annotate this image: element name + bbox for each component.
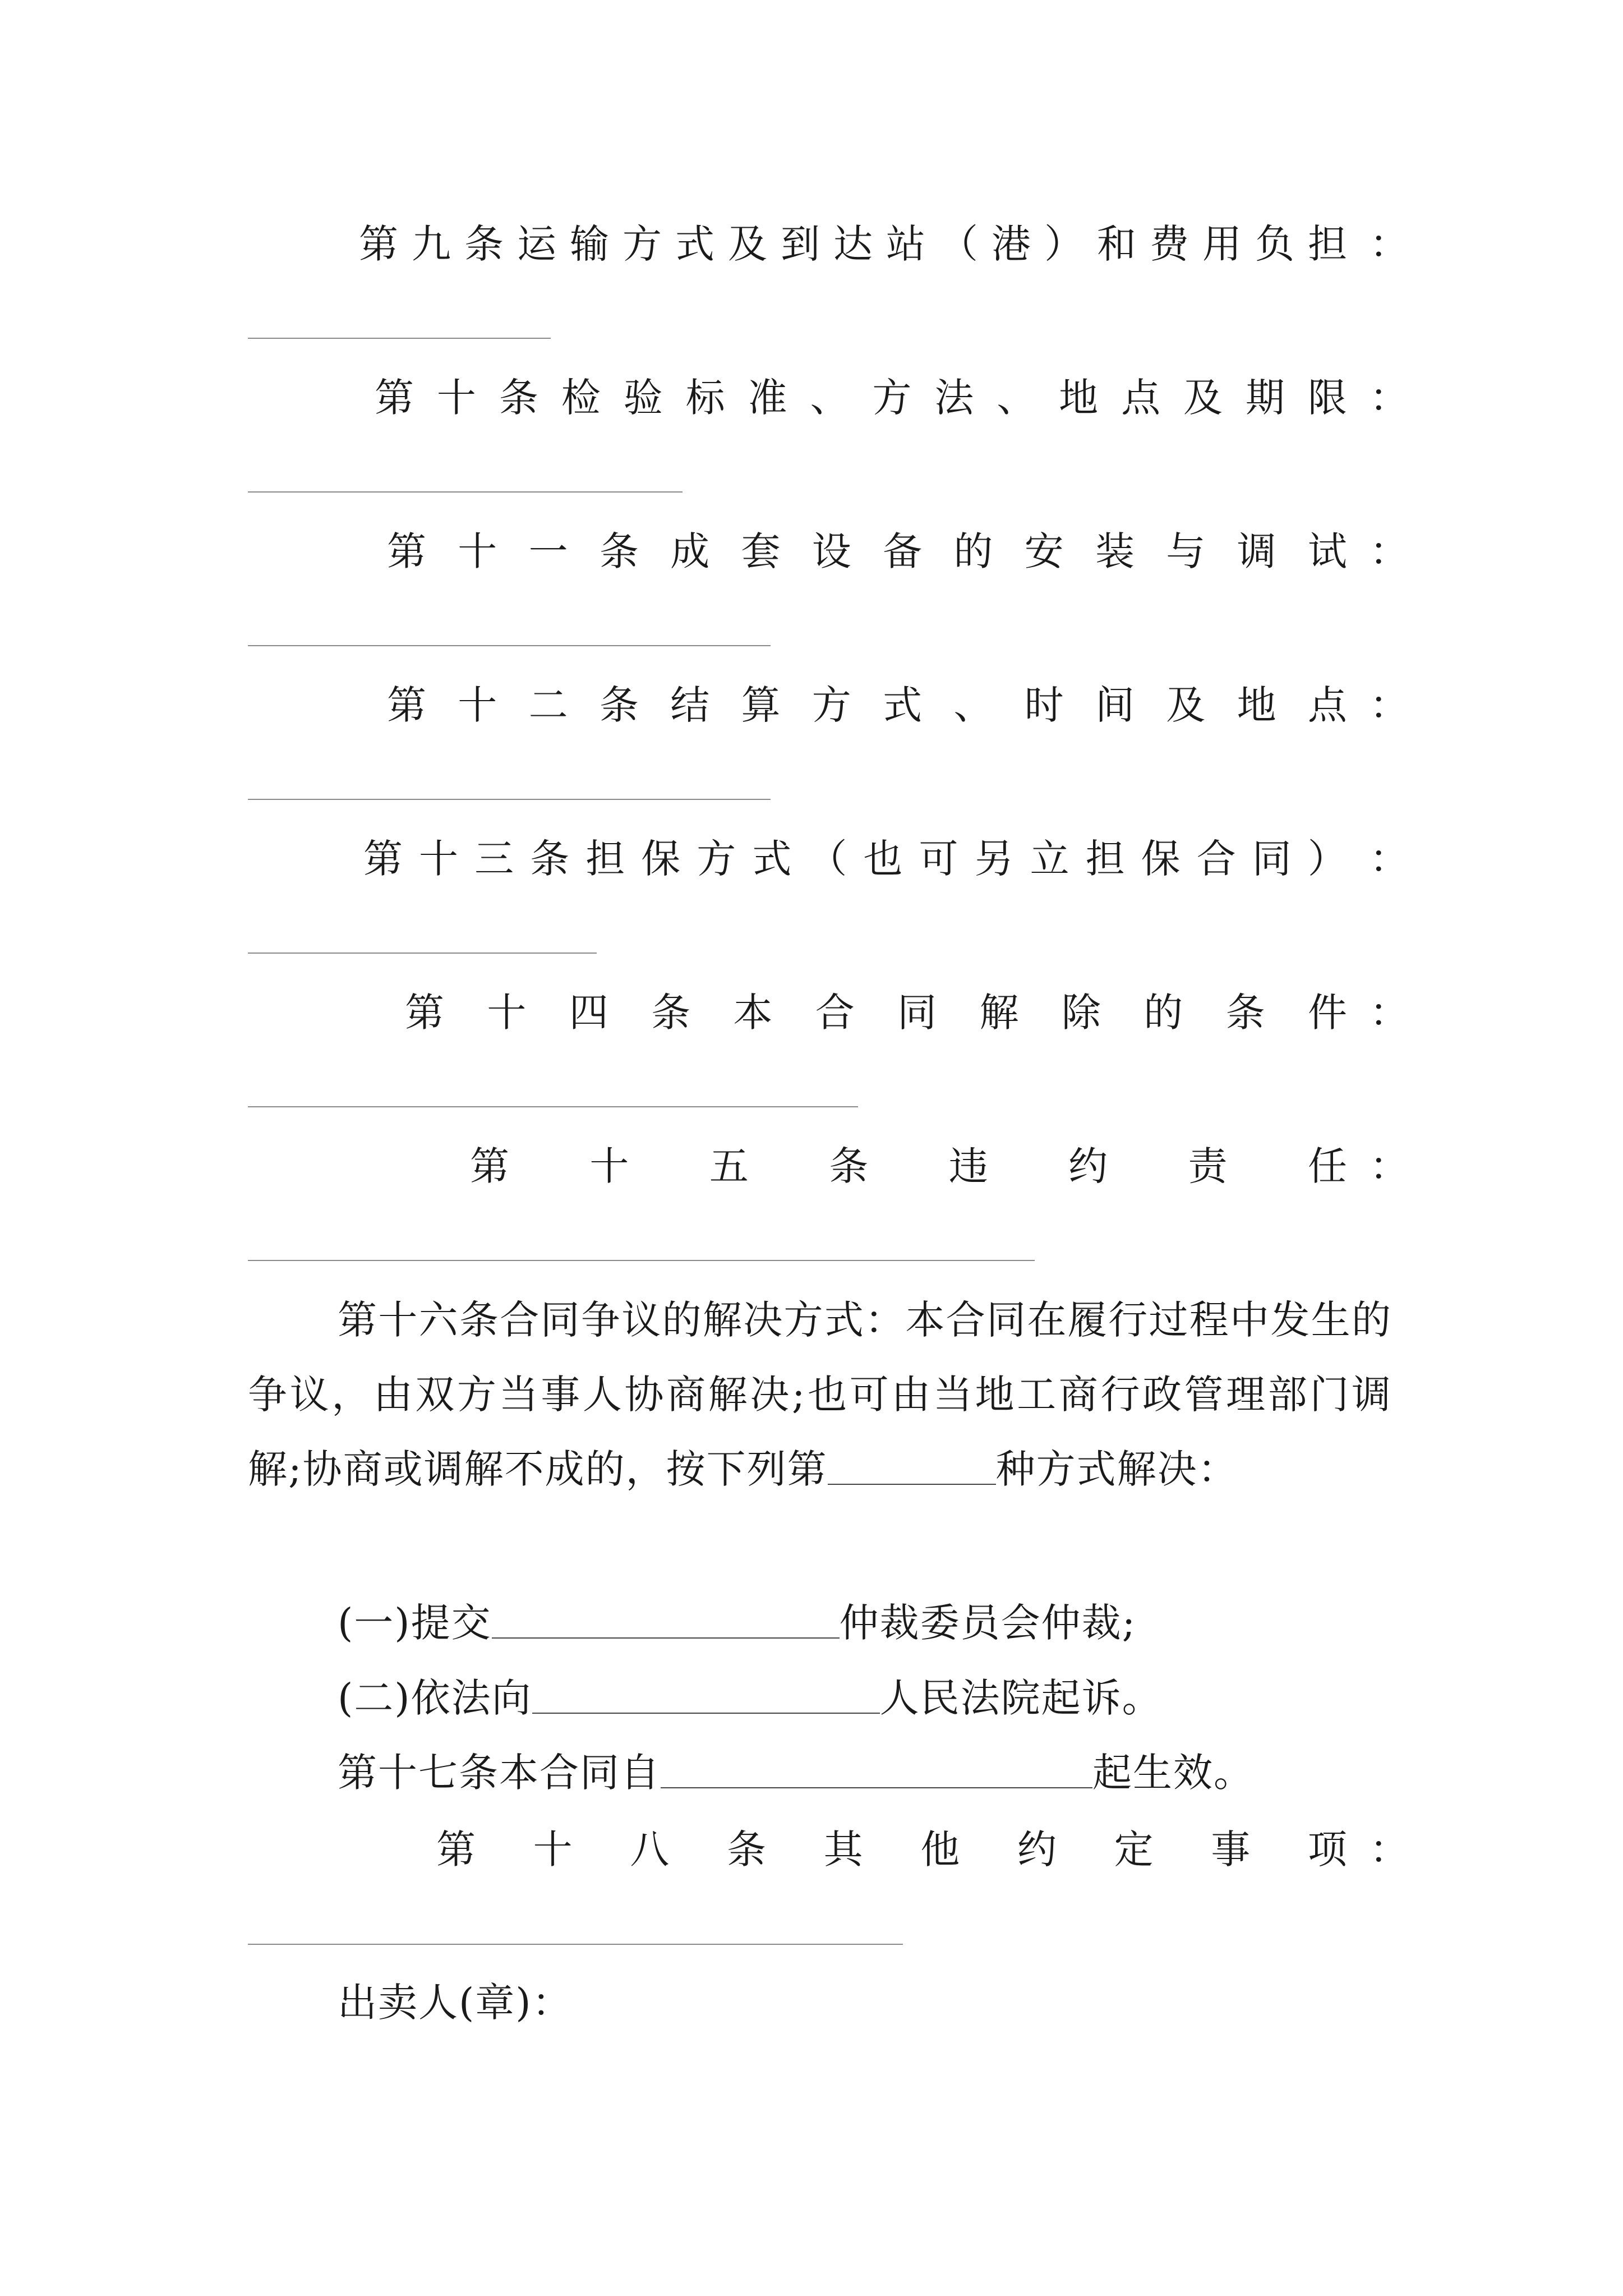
article-17-suffix: 起生效。: [1092, 1750, 1254, 1796]
article-18-heading: 第 十 八 条 其 他 约 定 事 项 ：: [436, 1821, 1392, 1878]
seller-signature-label: 出卖人(章)：: [338, 1980, 573, 2026]
lawsuit-option: [338, 1670, 1163, 1726]
article-12-fill-line: [248, 799, 771, 800]
lawsuit-blank: [532, 1678, 880, 1714]
heading-text: 第 九 条 运 输 方 式 及 到 达 站 （ 港 ） 和 费 用 负 担: [359, 221, 1347, 267]
heading-text: 第 十 条 检 验 标 准 、 方 法 、 地 点 及 期 限: [375, 375, 1347, 421]
article-10-fill-line: [248, 491, 683, 493]
lawsuit-prefix: (二)依法向: [338, 1675, 532, 1721]
article-9-fill-line: [248, 338, 551, 339]
article-16-text-1: 第十六条合同争议的解决方式：本合同在履行过程中发生的争议，由双方当事人协商解决;也可由当地工商行政管理部门调解;协商或调解不成的，按下列第: [248, 1297, 1392, 1492]
article-9-heading: 第 九 条 运 输 方 式 及 到 达 站 （ 港 ） 和 费 用 负 担 ：: [359, 216, 1392, 272]
article-17-blank: [661, 1752, 1092, 1788]
article-17-prefix: 第十七条本合同自: [338, 1750, 661, 1796]
article-11-fill-line: [248, 645, 771, 646]
heading-text: 第 十 四 条 本 合 同 解 除 的 条 件: [405, 990, 1347, 1036]
article-17: [338, 1745, 1254, 1801]
article-10-heading: 第 十 条 检 验 标 准 、 方 法 、 地 点 及 期 限 ：: [375, 370, 1392, 426]
heading-text: 第 十 一 条 成 套 设 备 的 安 装 与 调 试: [387, 528, 1347, 574]
article-14-fill-line: [248, 1106, 858, 1107]
article-16-blank: [828, 1449, 996, 1485]
article-13-fill-line: [248, 953, 597, 954]
article-16-text-2: 种方式解决：: [995, 1446, 1238, 1492]
article-11-heading: 第 十 一 条 成 套 设 备 的 安 装 与 调 试 ：: [387, 523, 1392, 579]
arbitration-suffix: 仲裁委员会仲裁;: [839, 1600, 1137, 1646]
article-12-heading: 第 十 二 条 结 算 方 式 、 时 间 及 地 点 ：: [387, 677, 1392, 733]
heading-text: 第 十 五 条 违 约 责 任: [470, 1143, 1347, 1189]
arbitration-blank: [492, 1603, 840, 1639]
article-16-paragraph: [248, 1283, 1392, 1507]
article-14-heading: 第 十 四 条 本 合 同 解 除 的 条 件 ：: [405, 984, 1392, 1041]
article-15-heading: 第 十 五 条 违 约 责 任 ：: [470, 1138, 1392, 1194]
arbitration-prefix: (一)提交: [338, 1600, 492, 1646]
article-13-heading: 第 十 三 条 担 保 方 式 （ 也 可 另 立 担 保 合 同 ） ：: [363, 831, 1392, 887]
arbitration-option: [338, 1595, 1136, 1651]
lawsuit-suffix: 人民法院起诉。: [879, 1675, 1163, 1721]
heading-text: 第 十 三 条 担 保 方 式 （ 也 可 另 立 担 保 合 同 ）: [363, 836, 1347, 882]
heading-text: 第 十 二 条 结 算 方 式 、 时 间 及 地 点: [387, 682, 1347, 728]
article-15-fill-line: [248, 1260, 1035, 1261]
article-18-fill-line: [248, 1944, 903, 1945]
heading-text: 第 十 八 条 其 他 约 定 事 项: [436, 1826, 1347, 1872]
